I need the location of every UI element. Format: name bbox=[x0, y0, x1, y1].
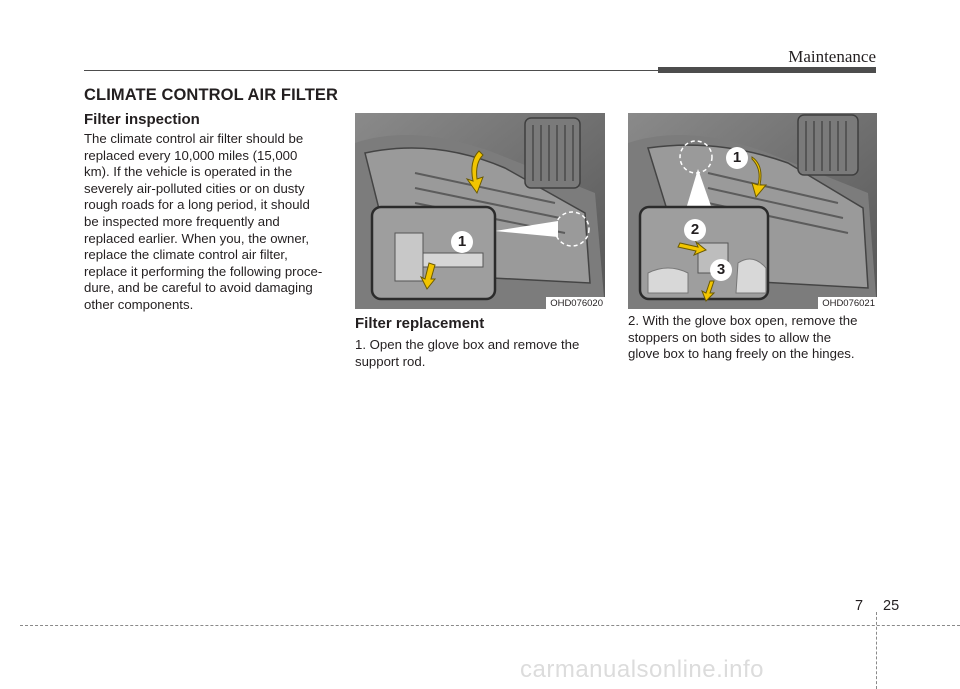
text-line: dure, and be careful to avoid damaging bbox=[84, 280, 313, 296]
section-title: CLIMATE CONTROL AIR FILTER bbox=[84, 86, 339, 104]
footer-divider bbox=[876, 612, 877, 689]
callout-3: 3 bbox=[710, 259, 732, 281]
text-line: severely air-polluted cities or on dusty bbox=[84, 180, 305, 196]
text-line: rough roads for a long period, it should bbox=[84, 197, 310, 213]
callout-1: 1 bbox=[451, 231, 473, 253]
text-line: replace the climate control air filter, bbox=[84, 247, 288, 263]
text-line: km). If the vehicle is operated in the bbox=[84, 164, 293, 180]
text-line: replaced earlier. When you, the owner, bbox=[84, 230, 310, 246]
figure-code: OHD076021 bbox=[818, 297, 877, 309]
figure-stoppers bbox=[628, 113, 877, 309]
text-line: The climate control air filter should be bbox=[84, 131, 304, 146]
filter-replacement-heading: Filter replacement bbox=[355, 315, 485, 332]
figure-code: OHD076020 bbox=[546, 297, 605, 309]
page-header bbox=[0, 40, 960, 80]
chapter-number: 7 bbox=[855, 598, 864, 614]
chapter-title: Maintenance bbox=[788, 47, 876, 66]
watermark: carmanualsonline.info bbox=[520, 656, 764, 683]
page-number: 25 bbox=[883, 598, 900, 614]
step-1 bbox=[355, 337, 619, 370]
filter-inspection-heading: Filter inspection bbox=[84, 111, 200, 128]
text-line: glove box to hang freely on the hinges. bbox=[628, 346, 855, 362]
figure-support-rod bbox=[355, 113, 605, 309]
callout-2: 2 bbox=[684, 219, 706, 241]
step-2 bbox=[628, 313, 891, 363]
header-bar bbox=[658, 67, 876, 73]
text-line: stoppers on both sides to allow the bbox=[628, 329, 832, 345]
text-line: 1. Open the glove box and remove the bbox=[355, 337, 580, 352]
glove-box-stopper-illustration bbox=[628, 113, 877, 309]
glove-box-illustration bbox=[355, 113, 605, 309]
text-line: support rod. bbox=[355, 353, 426, 369]
text-line: replace it performing the following proce- bbox=[84, 263, 323, 279]
text-line: other components. bbox=[84, 296, 194, 312]
text-line: replaced every 10,000 miles (15,000 bbox=[84, 147, 298, 163]
callout-1: 1 bbox=[726, 147, 748, 169]
text-line: 2. With the glove box open, remove the bbox=[628, 313, 858, 328]
text-line: be inspected more frequently and bbox=[84, 213, 280, 229]
footer-rule bbox=[20, 625, 960, 626]
filter-inspection-text bbox=[84, 131, 333, 314]
